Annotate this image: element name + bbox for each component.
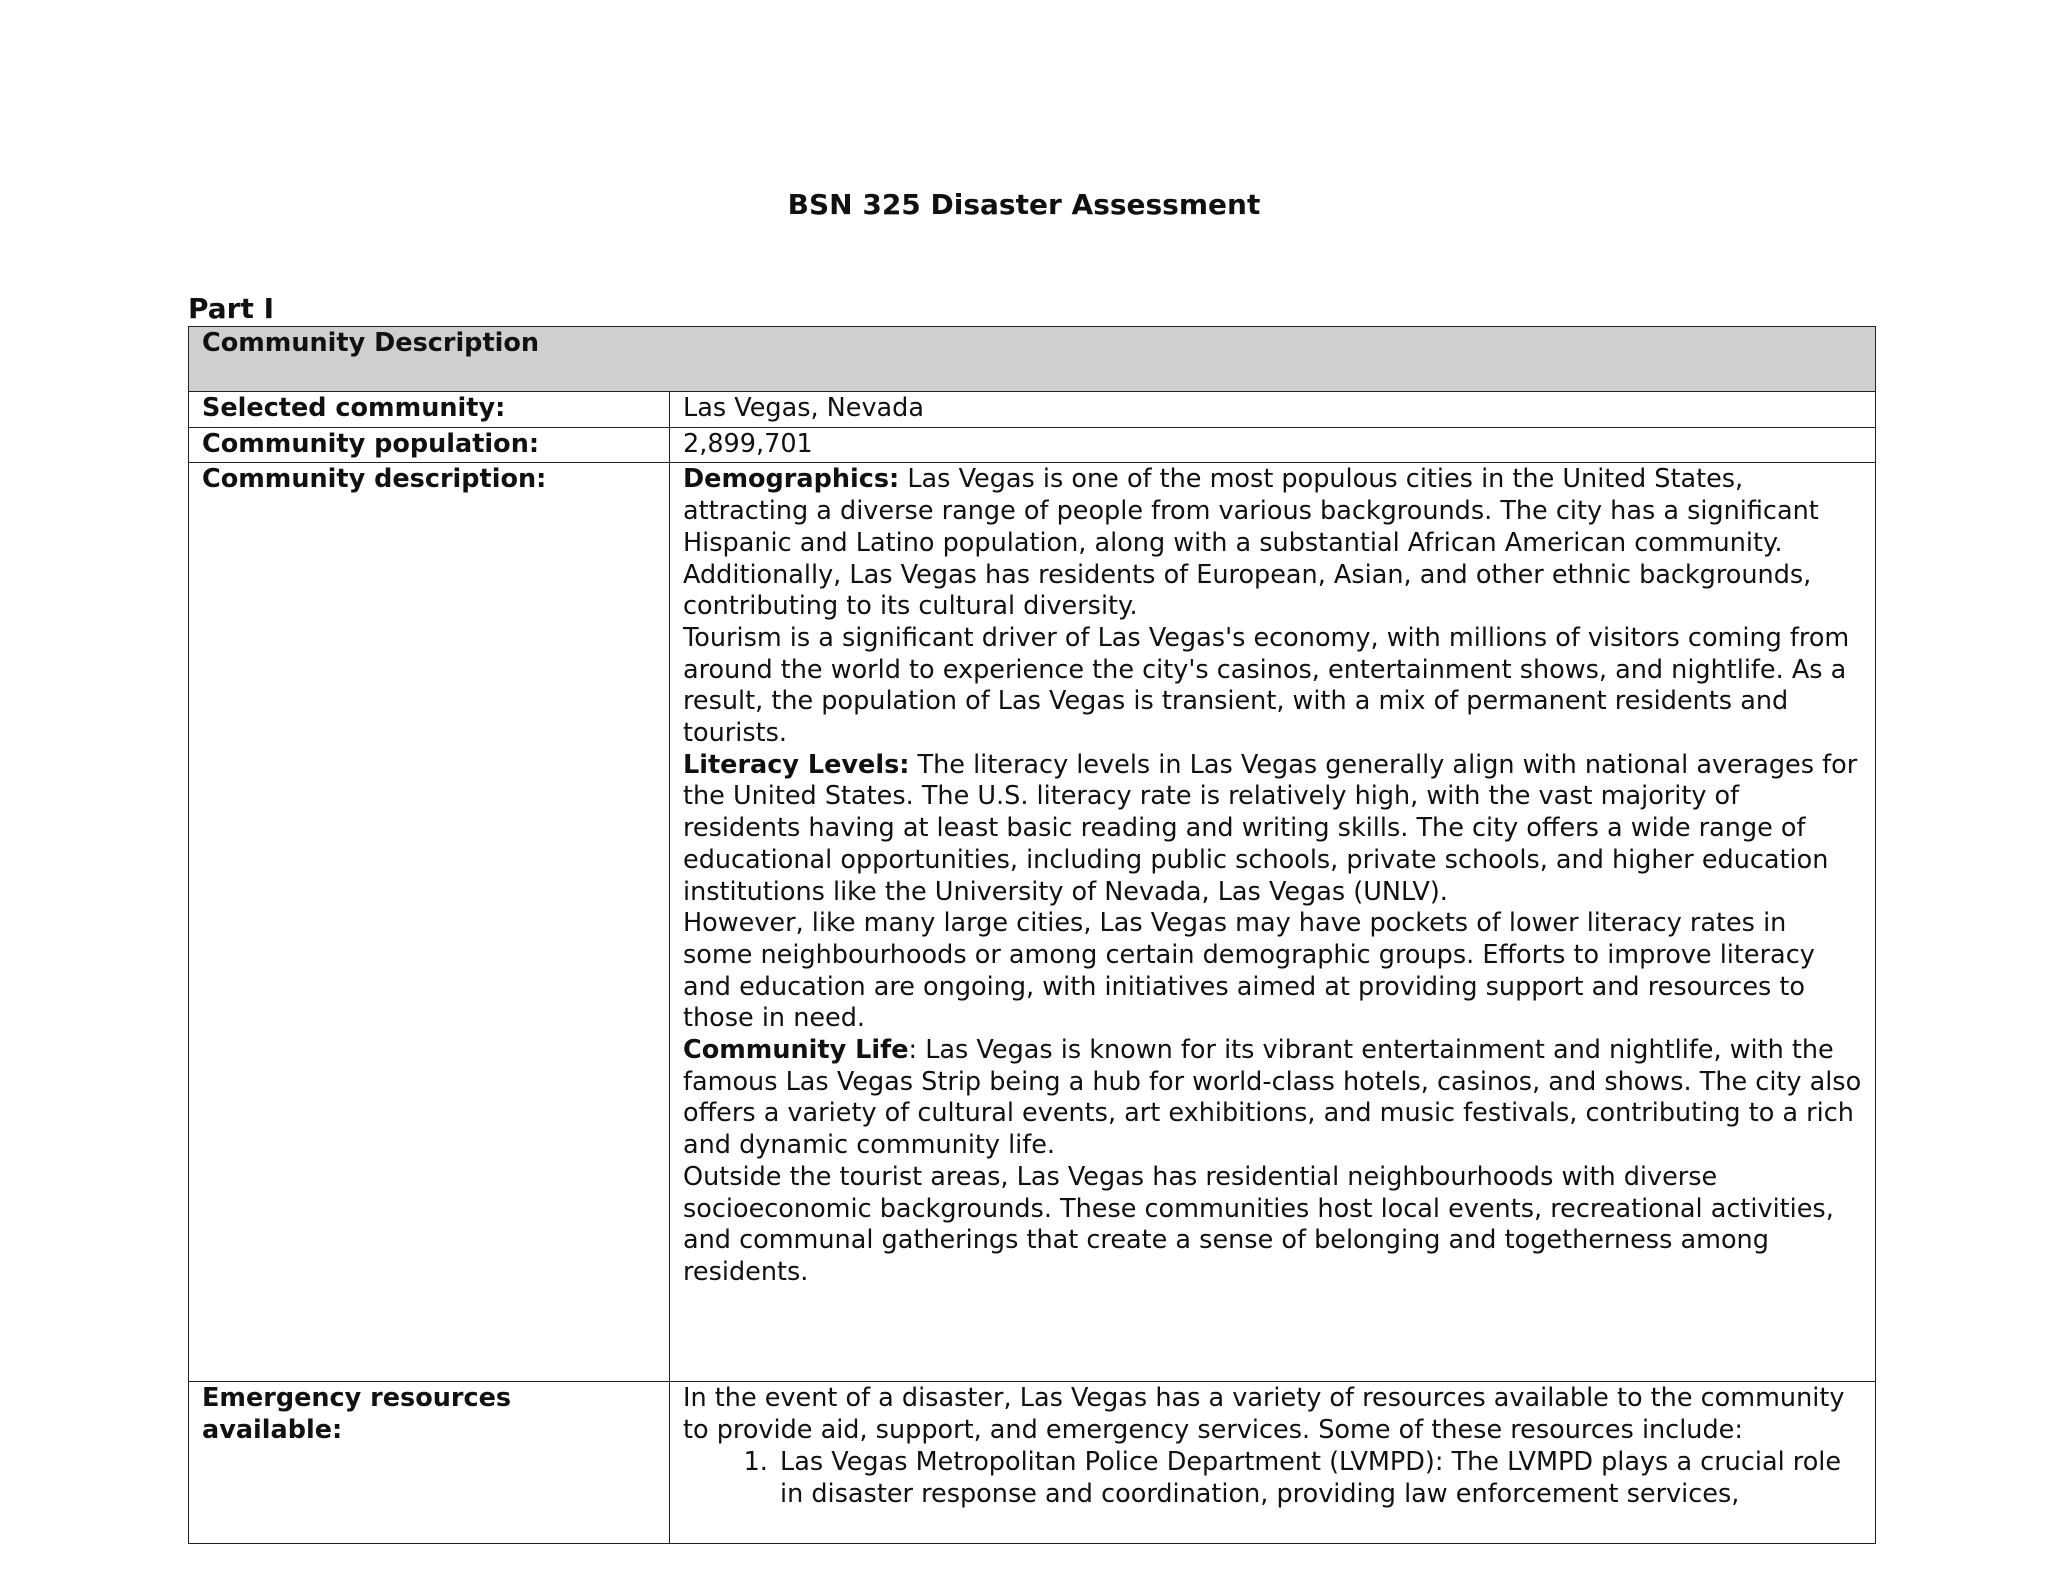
community-description-value xyxy=(670,463,1876,1382)
emergency-resources-list xyxy=(683,1447,1863,1510)
emergency-resources-label: Emergency resources available: xyxy=(189,1382,670,1544)
table-row xyxy=(189,392,1876,428)
description-paragraph xyxy=(683,464,1863,623)
paragraph-text: Las Vegas is one of the most populous cities in the United States, attracting a diverse range of people from various backgrounds. The city has a significant Hispanic and Latino population, along with a substantial African American community. Additionally, Las Vegas has residents of European, Asian, and other ethnic backgrounds, contributing to its cultural diversity. xyxy=(683,464,1819,622)
selected-community-value: Las Vegas, Nevada xyxy=(670,392,1876,428)
paragraph-text: However, like many large cities, Las Vegas may have pockets of lower literacy rates in some neighbourhoods or among certain demographic groups. Efforts to improve literacy and education are ongoing, with initiatives aimed at providing support and resources to those in need. xyxy=(683,908,1815,1034)
community-population-value: 2,899,701 xyxy=(670,427,1876,463)
emergency-resources-value xyxy=(670,1382,1876,1544)
description-paragraph xyxy=(683,750,1863,909)
community-description-label: Community description: xyxy=(189,463,670,1382)
paragraph-heading: Literacy Levels: xyxy=(683,749,910,780)
selected-community-label: Selected community: xyxy=(189,392,670,428)
paragraph-heading: Demographics: xyxy=(683,464,900,495)
part-heading: Part I xyxy=(188,292,275,325)
paragraph-text: Outside the tourist areas, Las Vegas has residential neighbourhoods with diverse socioeconomic backgrounds. These communities host local events, recreational activities, and communal gatherings that create a sense of belonging and togetherness among residents. xyxy=(683,1161,1834,1287)
table-header-cell: Community Description xyxy=(189,327,1876,392)
paragraph-text: The literacy levels in Las Vegas generally align with national averages for the United States. The U.S. literacy rate is relatively high, with the vast majority of residents having at least basic reading and writing skills. The city offers a wide range of educational opportunities, including public schools, private schools, and higher education institutions like the University of Nevada, Las Vegas (UNLV). xyxy=(683,749,1858,907)
community-description-table xyxy=(188,326,1876,1544)
community-population-label: Community population: xyxy=(189,427,670,463)
table-row xyxy=(189,427,1876,463)
table-row xyxy=(189,1382,1876,1544)
description-paragraph xyxy=(683,623,1863,750)
table-header-row xyxy=(189,327,1876,392)
emergency-intro: In the event of a disaster, Las Vegas has a variety of resources available to the community to provide aid, support, and emergency services. Some of these resources include: xyxy=(683,1383,1845,1446)
table-row xyxy=(189,463,1876,1382)
document-title: BSN 325 Disaster Assessment xyxy=(787,188,1261,221)
paragraph-text: Tourism is a significant driver of Las Vegas's economy, with millions of visitors coming from around the world to experience the city's casinos, entertainment shows, and nightlife. As a result, the population of Las Vegas is transient, with a mix of permanent residents and tourists. xyxy=(683,622,1850,749)
paragraph-heading: Community Life xyxy=(683,1035,909,1066)
description-paragraph xyxy=(683,908,1863,1035)
list-item: 1. Las Vegas Metropolitan Police Department (LVMPD): The LVMPD plays a crucial role in disaster response and coordination, providing law enforcement services, xyxy=(776,1447,1863,1510)
paragraph-text: : Las Vegas is known for its vibrant entertainment and nightlife, with the famous Las Vegas Strip being a hub for world-class hotels, casinos, and shows. The city also offers a variety of cultural events, art exhibitions, and music festivals, contributing to a rich and dynamic community life. xyxy=(683,1035,1862,1161)
description-paragraph xyxy=(683,1035,1863,1162)
description-paragraph xyxy=(683,1162,1863,1289)
